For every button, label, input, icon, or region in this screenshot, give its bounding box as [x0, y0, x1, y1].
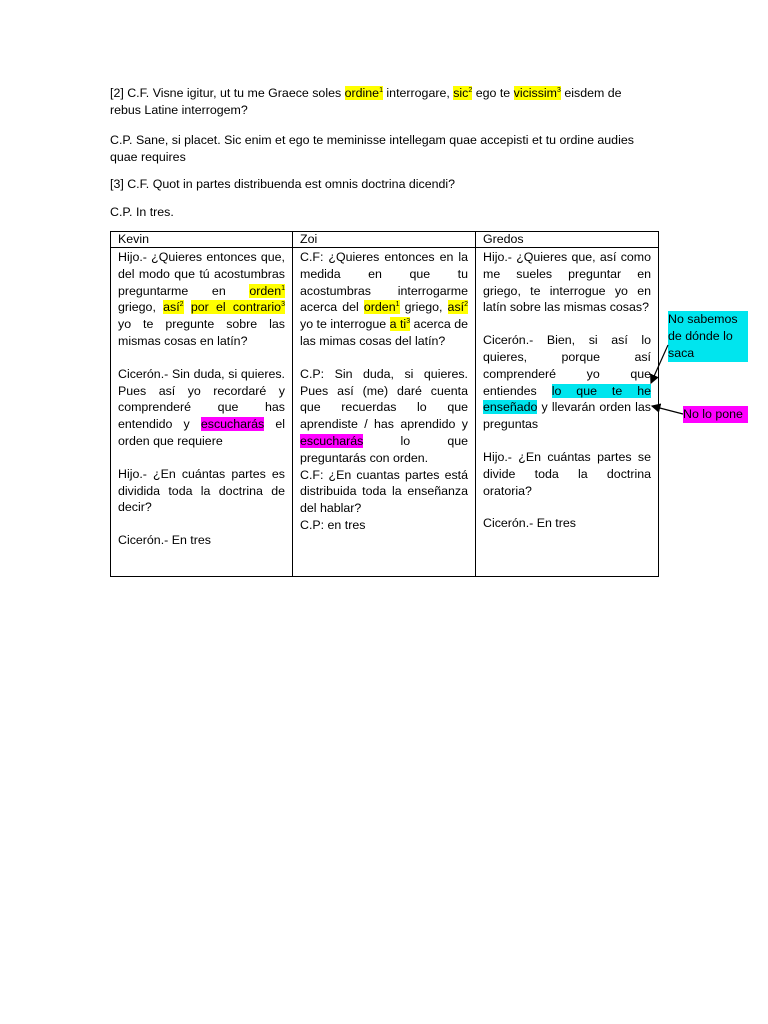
latin-text: [2] C.F. Visne igitur, ut tu me Graece soles	[110, 86, 345, 100]
comment-note-not-present: No lo pone	[683, 406, 748, 423]
highlight-asi: así$^2$	[163, 300, 184, 315]
gredos-answer-2: Cicerón.- En tres	[483, 516, 576, 531]
zoi-answer: C.P: Sin duda, si quieres. Pues así (me) daré cuenta que recuerdas lo que aprendiste / has aprendido y escucharás lo que preguntarás con orden.	[300, 366, 468, 465]
kevin-question-2: Hijo.- ¿En cuántas partes es dividida toda la doctrina de decir?	[118, 466, 285, 515]
highlight-a-ti: a $ti^3$	[389, 317, 411, 332]
latin-paragraph-cp2: C.P. In tres.	[110, 205, 174, 219]
zoi-question: C.F: ¿Quieres entonces en la medida en que tu acostumbras interrogarme acerca del orden$^1$ griego, así$^2$ yo te interrogue a $ti^3$ acerca de las mimas cosas del latín?	[300, 250, 469, 348]
highlight-ordine: ordine$^1$	[344, 86, 383, 100]
kevin-question: Hijo.- ¿Quieres entonces que, del modo que tú acostumbras preguntarme en orden$^1$ griego, así$^2$ por el contrario$^3$ yo te pregunte sobre las mismas cosas en latín?	[118, 250, 285, 348]
zoi-answer-2: C.P: en tres	[300, 517, 366, 532]
highlight-orden: orden$^1$	[363, 300, 400, 315]
highlight-sic: sic$^2$	[453, 86, 473, 100]
header-kevin: Kevin	[111, 232, 293, 248]
highlight-vicissim: vicissim$^3$	[513, 86, 561, 100]
zoi-question-2: C.F: ¿En cuantas partes está distribuida toda la enseñanza del hablar?	[300, 467, 468, 516]
latin-paragraph-cp1: C.P. Sane, si placet. Sic enim et ego te meminisse intellegam quae accepisti et tu ordine audies quae requires	[110, 133, 634, 164]
gredos-answer: Cicerón.- Bien, si así lo quieres, porque así comprenderé yo que entiendes lo que te he enseñado y llevarán orden las preguntas	[483, 333, 651, 432]
highlight-por-el-contrario: por el contrario$^3$	[190, 300, 285, 315]
latin-text: ego te	[472, 86, 514, 100]
highlight-escucharas: escucharás	[200, 417, 265, 432]
gredos-question: Hijo.- ¿Quieres que, así como me sueles preguntar en griego, te interrogue yo en latín sobre las mismas cosas?	[483, 250, 651, 315]
gredos-question-2: Hijo.- ¿En cuántas partes se divide toda la doctrina oratoria?	[483, 449, 651, 498]
latin-text: interrogare,	[382, 86, 454, 100]
header-gredos: Gredos	[476, 232, 659, 248]
kevin-answer: Cicerón.- Sin duda, si quieres. Pues así yo recordaré y comprenderé que has entendido y escucharás el orden que requiere	[118, 366, 285, 448]
header-zoi: Zoi	[293, 232, 476, 248]
latin-paragraph-3: [3] C.F. Quot in partes distribuenda est omnis doctrina dicendi?	[110, 177, 456, 191]
highlight-lo-que-te-he-ensenado: lo que te he enseñado	[483, 383, 651, 415]
latin-text: eisdem de rebus Latine interrogem?	[110, 86, 622, 117]
highlight-escucharas: escucharás	[300, 433, 364, 448]
arrow-to-ensenado	[651, 345, 668, 383]
highlight-asi: así$^2$	[447, 300, 468, 315]
highlight-orden: orden$^1$	[249, 283, 285, 298]
comment-note-unknown-source: No sabemos de dónde lo saca	[668, 311, 748, 362]
kevin-answer-2: Cicerón.- En tres	[118, 533, 211, 548]
arrow-to-orden	[652, 406, 683, 414]
